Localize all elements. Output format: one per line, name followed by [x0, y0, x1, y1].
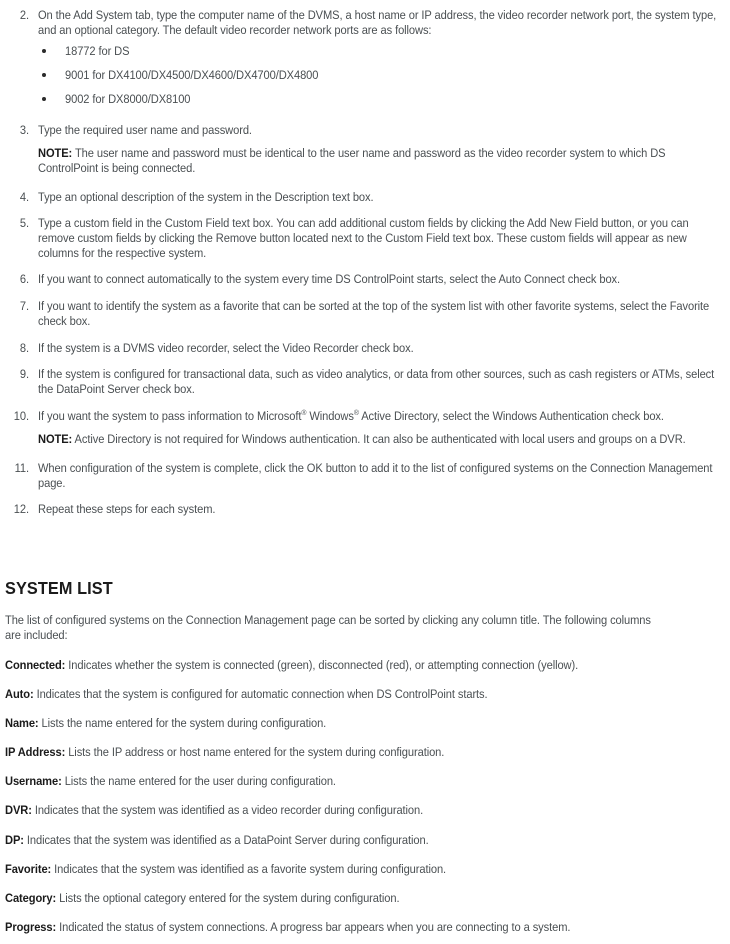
definition-progress	[5, 920, 717, 935]
procedure-step-2	[5, 8, 717, 107]
procedure-step-11	[5, 461, 717, 490]
step-text-part3: Active Directory, select the Windows Authentication check box.	[358, 408, 664, 423]
definition-username	[5, 774, 717, 789]
page-title: SYSTEM LIST	[5, 578, 113, 598]
definition-term: DP:	[5, 832, 24, 847]
definition-name	[5, 716, 717, 731]
registered-mark-icon: ®	[301, 407, 307, 417]
step-text: When configuration of the system is complete, click the OK button to add it to the list of configured systems on the Connection Management page.	[38, 461, 713, 490]
note-label: NOTE:	[38, 432, 73, 447]
step-number: 9.	[19, 367, 29, 382]
procedure-step-4	[5, 190, 717, 205]
step-number: 8.	[19, 340, 29, 355]
list-item	[38, 68, 717, 83]
step-text: If the system is a DVMS video recorder, select the Video Recorder check box.	[38, 340, 414, 355]
definition-ip-address	[5, 745, 717, 760]
step-number: 2.	[19, 8, 29, 22]
bullet-label: 9002 for DX8000/DX8100	[65, 91, 191, 106]
note-text: Active Directory is not required for Windows authentication. It can also be authenticated with local users and groups on a DVR.	[72, 432, 686, 447]
definition-dp	[5, 833, 717, 848]
step-text	[38, 409, 717, 424]
note-text: The user name and password must be identical to the user name and password as the video recorder system to which DS ControlPoint is being connected.	[38, 146, 666, 175]
definition-dvr	[5, 803, 717, 818]
procedure-step-5	[5, 216, 717, 260]
definition-description: Indicates that the system was identified as a DataPoint Server during configuration.	[23, 832, 429, 847]
port-bullet-list	[38, 44, 717, 106]
bullet-dot-icon	[42, 97, 46, 101]
step-text-part2: Windows	[306, 408, 354, 423]
registered-mark-icon: ®	[353, 407, 359, 417]
definition-term: Favorite:	[5, 861, 52, 876]
step-number: 5.	[19, 216, 29, 231]
step-number: 3.	[19, 122, 29, 137]
definition-term: IP Address:	[5, 745, 66, 760]
definition-description: Indicates that the system is configured for automatic connection when DS ControlPoint starts.	[33, 687, 488, 702]
definition-description: Indicates whether the system is connected (green), disconnected (red), or attempting connection (yellow).	[65, 658, 579, 672]
definition-term: Auto:	[5, 687, 34, 702]
definition-connected	[5, 658, 717, 673]
procedure-step-6	[5, 272, 717, 287]
step-text: Type the required user name and password.	[38, 122, 252, 137]
step-number: 7.	[19, 299, 29, 314]
procedure-step-7	[5, 299, 717, 328]
step-number: 10.	[13, 408, 29, 423]
column-definition-list	[5, 658, 717, 935]
step-text: On the Add System tab, type the computer name of the DVMS, a host name or IP address, the video recorder network port, the system type, and an optional category. The default video recorder network ports are as follows:	[38, 8, 717, 37]
definition-description: Lists the IP address or host name entered for the system during configuration.	[65, 745, 445, 760]
definition-category	[5, 891, 717, 906]
procedure-step-3	[5, 123, 717, 176]
note-label: NOTE:	[38, 146, 73, 161]
definition-term: Connected:	[5, 658, 66, 672]
bullet-dot-icon	[42, 49, 46, 53]
step-text: If the system is configured for transactional data, such as video analytics, or data from other sources, such as cash registers or ATMs, select the DataPoint Server check box.	[38, 367, 715, 396]
note-block	[38, 432, 717, 447]
step-text: Type a custom field in the Custom Field text box. You can add additional custom fields by clicking the Add New Field button, or you can remove custom fields by clicking the Remove button located next to the Custom Field text box. These custom fields will appear as new columns for the respective system.	[38, 216, 689, 260]
procedure-step-12	[5, 502, 717, 517]
definition-favorite	[5, 862, 717, 877]
procedure-step-9	[5, 367, 717, 396]
definition-term: Name:	[5, 716, 39, 731]
definition-description: Indicates that the system was identified as a favorite system during configuration.	[51, 861, 447, 876]
procedure-step-8	[5, 341, 717, 356]
step-text: Repeat these steps for each system.	[38, 502, 216, 517]
definition-term: Category:	[5, 890, 57, 905]
definition-description: Lists the name entered for the user during configuration.	[61, 774, 336, 789]
procedure-step-10	[5, 409, 717, 447]
step-number: 4.	[19, 189, 29, 204]
definition-auto	[5, 687, 717, 702]
definition-description: Indicated the status of system connections. A progress bar appears when you are connecting to a system.	[56, 919, 571, 934]
bullet-label: 9001 for DX4100/DX4500/DX4600/DX4700/DX4800	[65, 68, 319, 83]
step-text-part1: If you want the system to pass information to Microsoft	[38, 408, 302, 423]
definition-term: DVR:	[5, 803, 32, 818]
note-block	[38, 146, 717, 175]
step-number: 6.	[19, 272, 29, 287]
definition-term: Username:	[5, 774, 62, 789]
list-item	[38, 44, 717, 59]
step-number: 12.	[13, 502, 29, 517]
definition-term: Progress:	[5, 919, 57, 934]
step-text: If you want to connect automatically to the system every time DS ControlPoint starts, select the Auto Connect check box.	[38, 272, 621, 287]
definition-description: Lists the name entered for the system during configuration.	[38, 716, 327, 731]
step-number: 11.	[14, 461, 29, 476]
definition-description: Lists the optional category entered for the system during configuration.	[56, 890, 400, 905]
bullet-label: 18772 for DS	[65, 44, 130, 59]
step-text: Type an optional description of the system in the Description text box.	[38, 189, 374, 204]
definition-description: Indicates that the system was identified as a video recorder during configuration.	[31, 803, 424, 818]
bullet-dot-icon	[42, 73, 46, 77]
procedure-list	[5, 8, 717, 517]
list-item	[38, 92, 717, 107]
section-intro-paragraph: The list of configured systems on the Connection Management page can be sorted by clicking any column title. The following columns are included:	[5, 613, 651, 642]
step-text: If you want to identify the system as a favorite that can be sorted at the top of the system list with other favorite systems, select the Favorite check box.	[38, 299, 710, 328]
